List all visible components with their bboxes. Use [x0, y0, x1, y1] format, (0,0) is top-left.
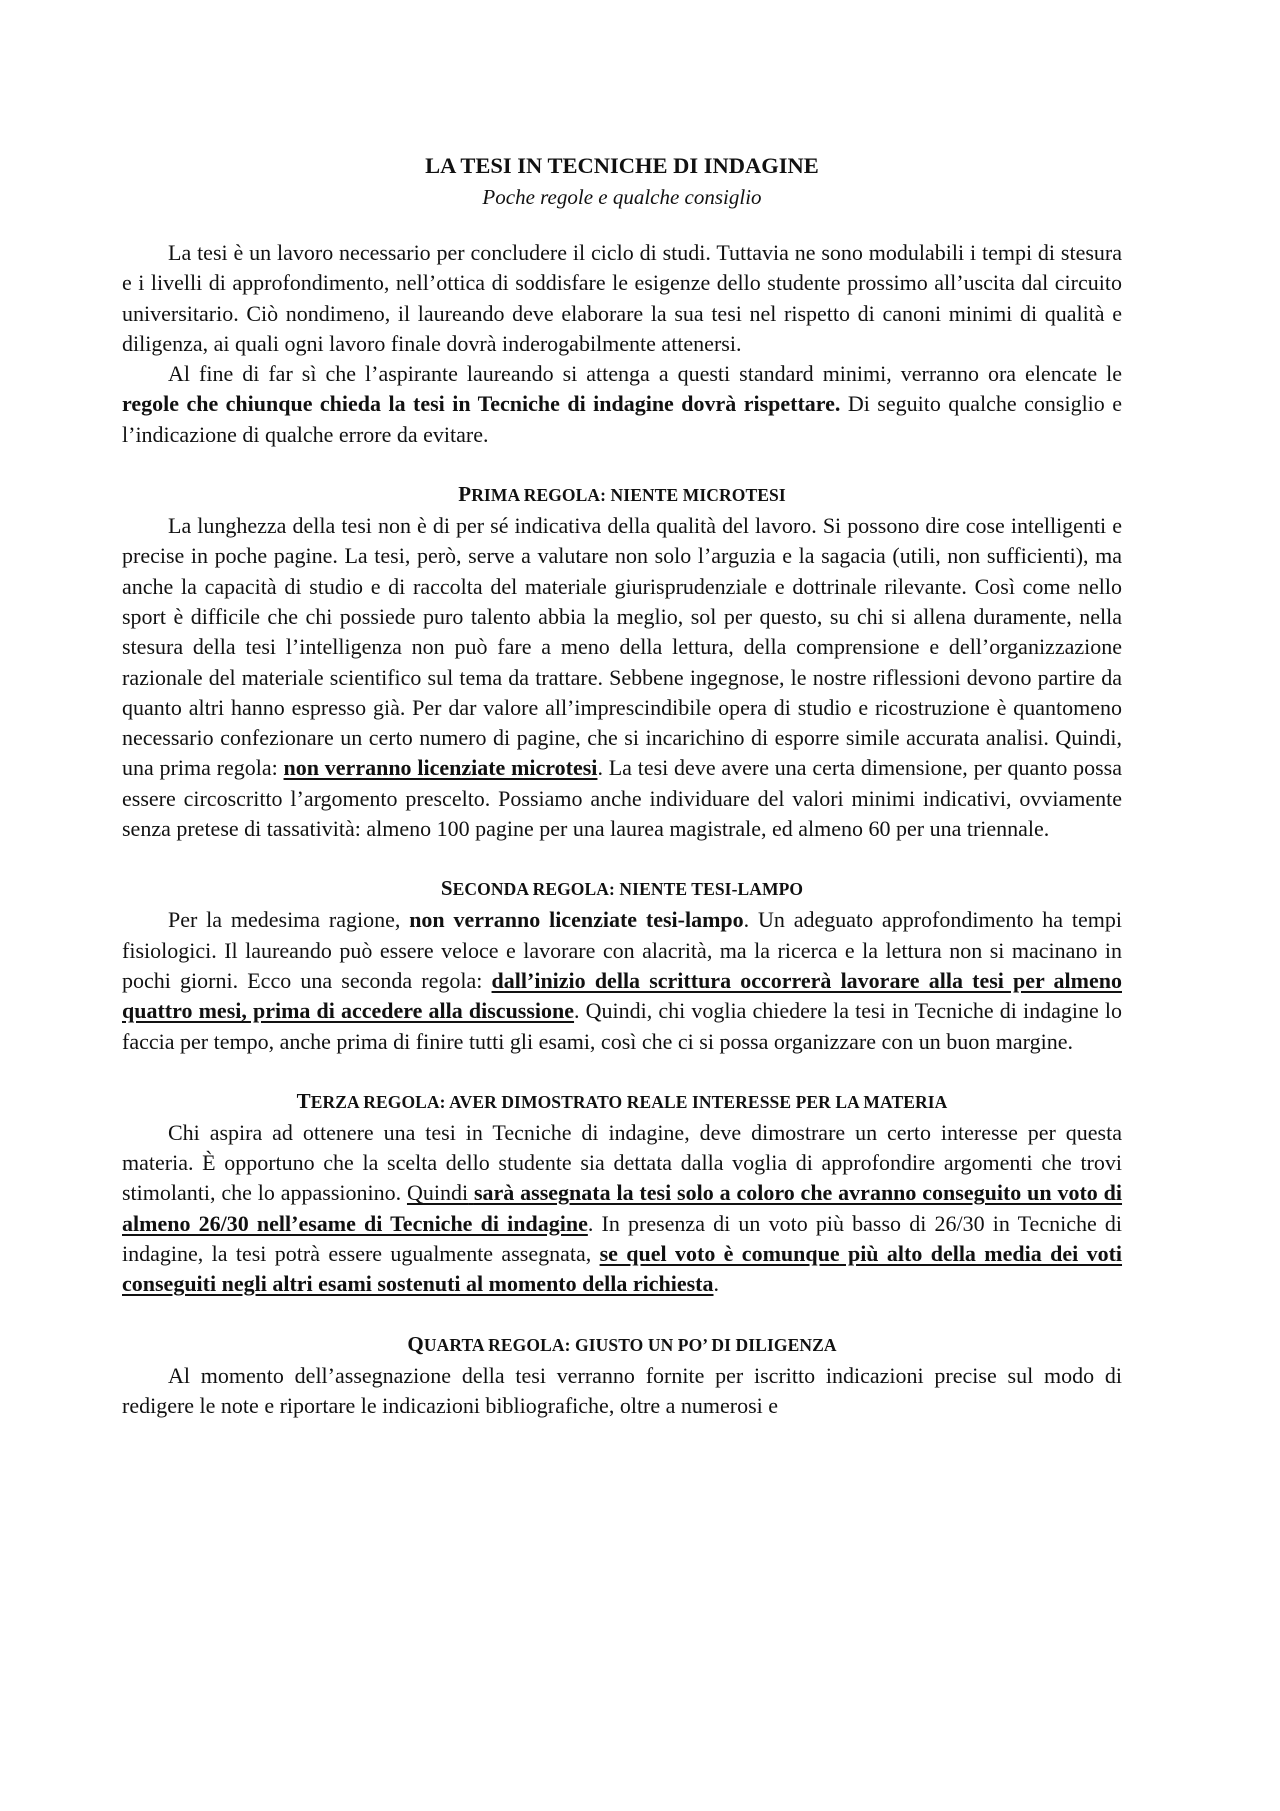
rule1-heading-rest: RIMA REGOLA: NIENTE MICROTESI — [471, 485, 786, 506]
rule1-text-end: . La tesi deve avere una certa dimensione, per quanto possa essere circoscritto l’argomento prescelto. Possiamo anche individuare del valori minimi indicativi, ovviamente senza pretese di tassatività: almeno 100 pagine per una laurea magistrale, ed almeno 60 per una triennale. — [122, 755, 1123, 842]
rule3-paragraph — [122, 1118, 1122, 1300]
rule3-emphasis-1: sarà assegnata la tesi solo a coloro che avranno conseguito un voto di almeno 26/30 nell’esame di Tecniche di indagine — [122, 1180, 1123, 1236]
rule2-text: Per la medesima ragione, — [168, 907, 410, 933]
rule1-heading-cap: P — [458, 482, 472, 507]
rule1-paragraph — [122, 511, 1122, 844]
rule2-emphasis-2: dall’inizio della scrittura occorrerà lavorare alla tesi per almeno quattro mesi, prima di accedere alla discussione — [122, 967, 1122, 1024]
intro-paragraph-1: La tesi è un lavoro necessario per concludere il ciclo di studi. Tuttavia ne sono modulabili i tempi di stesura e i livelli di approfondimento, nell’ottica di soddisfare le esigenze dello studente prossimo all’uscita dal circuito universitario. Ciò nondimeno, il laureando deve elaborare la sua tesi nel rispetto di canoni minimi di qualità e diligenza, ai quali ogni lavoro finale dovrà inderogabilmente attenersi. — [122, 240, 1122, 356]
rule4-heading-rest: UARTA REGOLA: GIUSTO UN PO’ DI DILIGENZA — [423, 1334, 837, 1355]
document-subtitle: Poche regole e qualche consiglio — [482, 185, 762, 209]
document-title: LA TESI IN TECNICHE DI INDAGINE — [425, 153, 819, 178]
rule3-heading — [122, 1087, 1122, 1116]
rule3-heading-rest: ERZA REGOLA: AVER DIMOSTRATO REALE INTERESSE PER LA MATERIA — [310, 1091, 948, 1112]
rule2-text-mid: . Un adeguato approfondimento ha tempi fisiologici. Il laureando può essere veloce e lavorare con alacrità, ma la ricerca e la lettura non si macinano in pochi giorni. Ecco una seconda regola: — [122, 907, 1122, 993]
intro-bold-rules: regole che chiunque chieda la tesi in Tecniche di indagine dovrà rispettare. — [122, 391, 841, 417]
rule4-paragraph: Al momento dell’assegnazione della tesi verranno fornite per iscritto indicazioni precise sul modo di redigere le note e riportare le indicazioni bibliografiche, oltre a numerosi e — [122, 1362, 1122, 1418]
rule3-text-end: . — [713, 1271, 719, 1297]
rule1-emphasis: non verranno licenziate microtesi — [283, 755, 598, 781]
rule2-heading-cap: S — [440, 876, 453, 901]
intro-text-end: Di seguito qualche consiglio e l’indicazione di qualche errore da evitare. — [122, 391, 1122, 447]
rule2-text-end: . Quindi, chi voglia chiedere la tesi in Tecniche di indagine lo faccia per tempo, anche prima di finire tutti gli esami, così che ci si possa organizzare con un buon margine. — [122, 998, 1123, 1054]
rule4-heading — [122, 1330, 1122, 1359]
rule3-quindi: Quindi — [406, 1180, 469, 1206]
rule3-emphasis-2: se quel voto è comunque più alto della media dei voti conseguiti negli altri esami sostenuti al momento della richiesta — [122, 1241, 1123, 1297]
rule2-paragraph — [122, 905, 1122, 1056]
intro-paragraph-2 — [122, 359, 1122, 450]
rule4-heading-cap: Q — [407, 1331, 424, 1356]
rule2-heading-rest: ECONDA REGOLA: NIENTE TESI-LAMPO — [452, 879, 804, 900]
rule2-heading — [122, 874, 1122, 903]
rule3-text-mid: . In presenza di un voto più basso di 26/30 in Tecniche di indagine, la tesi potrà essere ugualmente assegnata, — [122, 1210, 1123, 1267]
rule3-text: Chi aspira ad ottenere una tesi in Tecniche di indagine, deve dimostrare un certo interesse per questa materia. È opportuno che la scelta dello studente sia dettata dalla voglia di approfondire argomenti che trovi stimolanti, che lo appassionino. — [122, 1119, 1122, 1206]
rule1-heading — [122, 480, 1122, 509]
rule1-text: La lunghezza della tesi non è di per sé indicativa della qualità del lavoro. Si possono dire cose intelligenti e precise in poche pagine. La tesi, però, serve a valutare non solo l’arguzia e la sagacia (utili, non sufficienti), ma anche la capacità di studio e di raccolta del materiale giurisprudenziale e dottrinale rilevante. Così come nello sport è difficile che chi possiede puro talento abbia la meglio, sol per questo, su chi si allena duramente, nella stesura della tesi l’intelligenza non può fare a meno della lettura, della comprensione e dell’organizzazione razionale del materiale scientifico sul tema da trattare. Sebbene ingegnose, le nostre riflessioni devono partire da quanto altri hanno espresso già. Per dar valore all’imprescindibile opera di studio e ricostruzione è quantomeno necessario confezionare un certo numero di pagine, che si incarichino di esporre simile accurata analisi. Quindi, una prima regola: — [122, 513, 1122, 781]
rule2-emphasis-1: non verranno licenziate tesi-lampo — [409, 907, 744, 933]
intro-text: Al fine di far sì che l’aspirante laureando si attenga a questi standard minimi, verranno ora elencate le — [168, 361, 1122, 387]
rule3-heading-cap: T — [296, 1088, 311, 1113]
